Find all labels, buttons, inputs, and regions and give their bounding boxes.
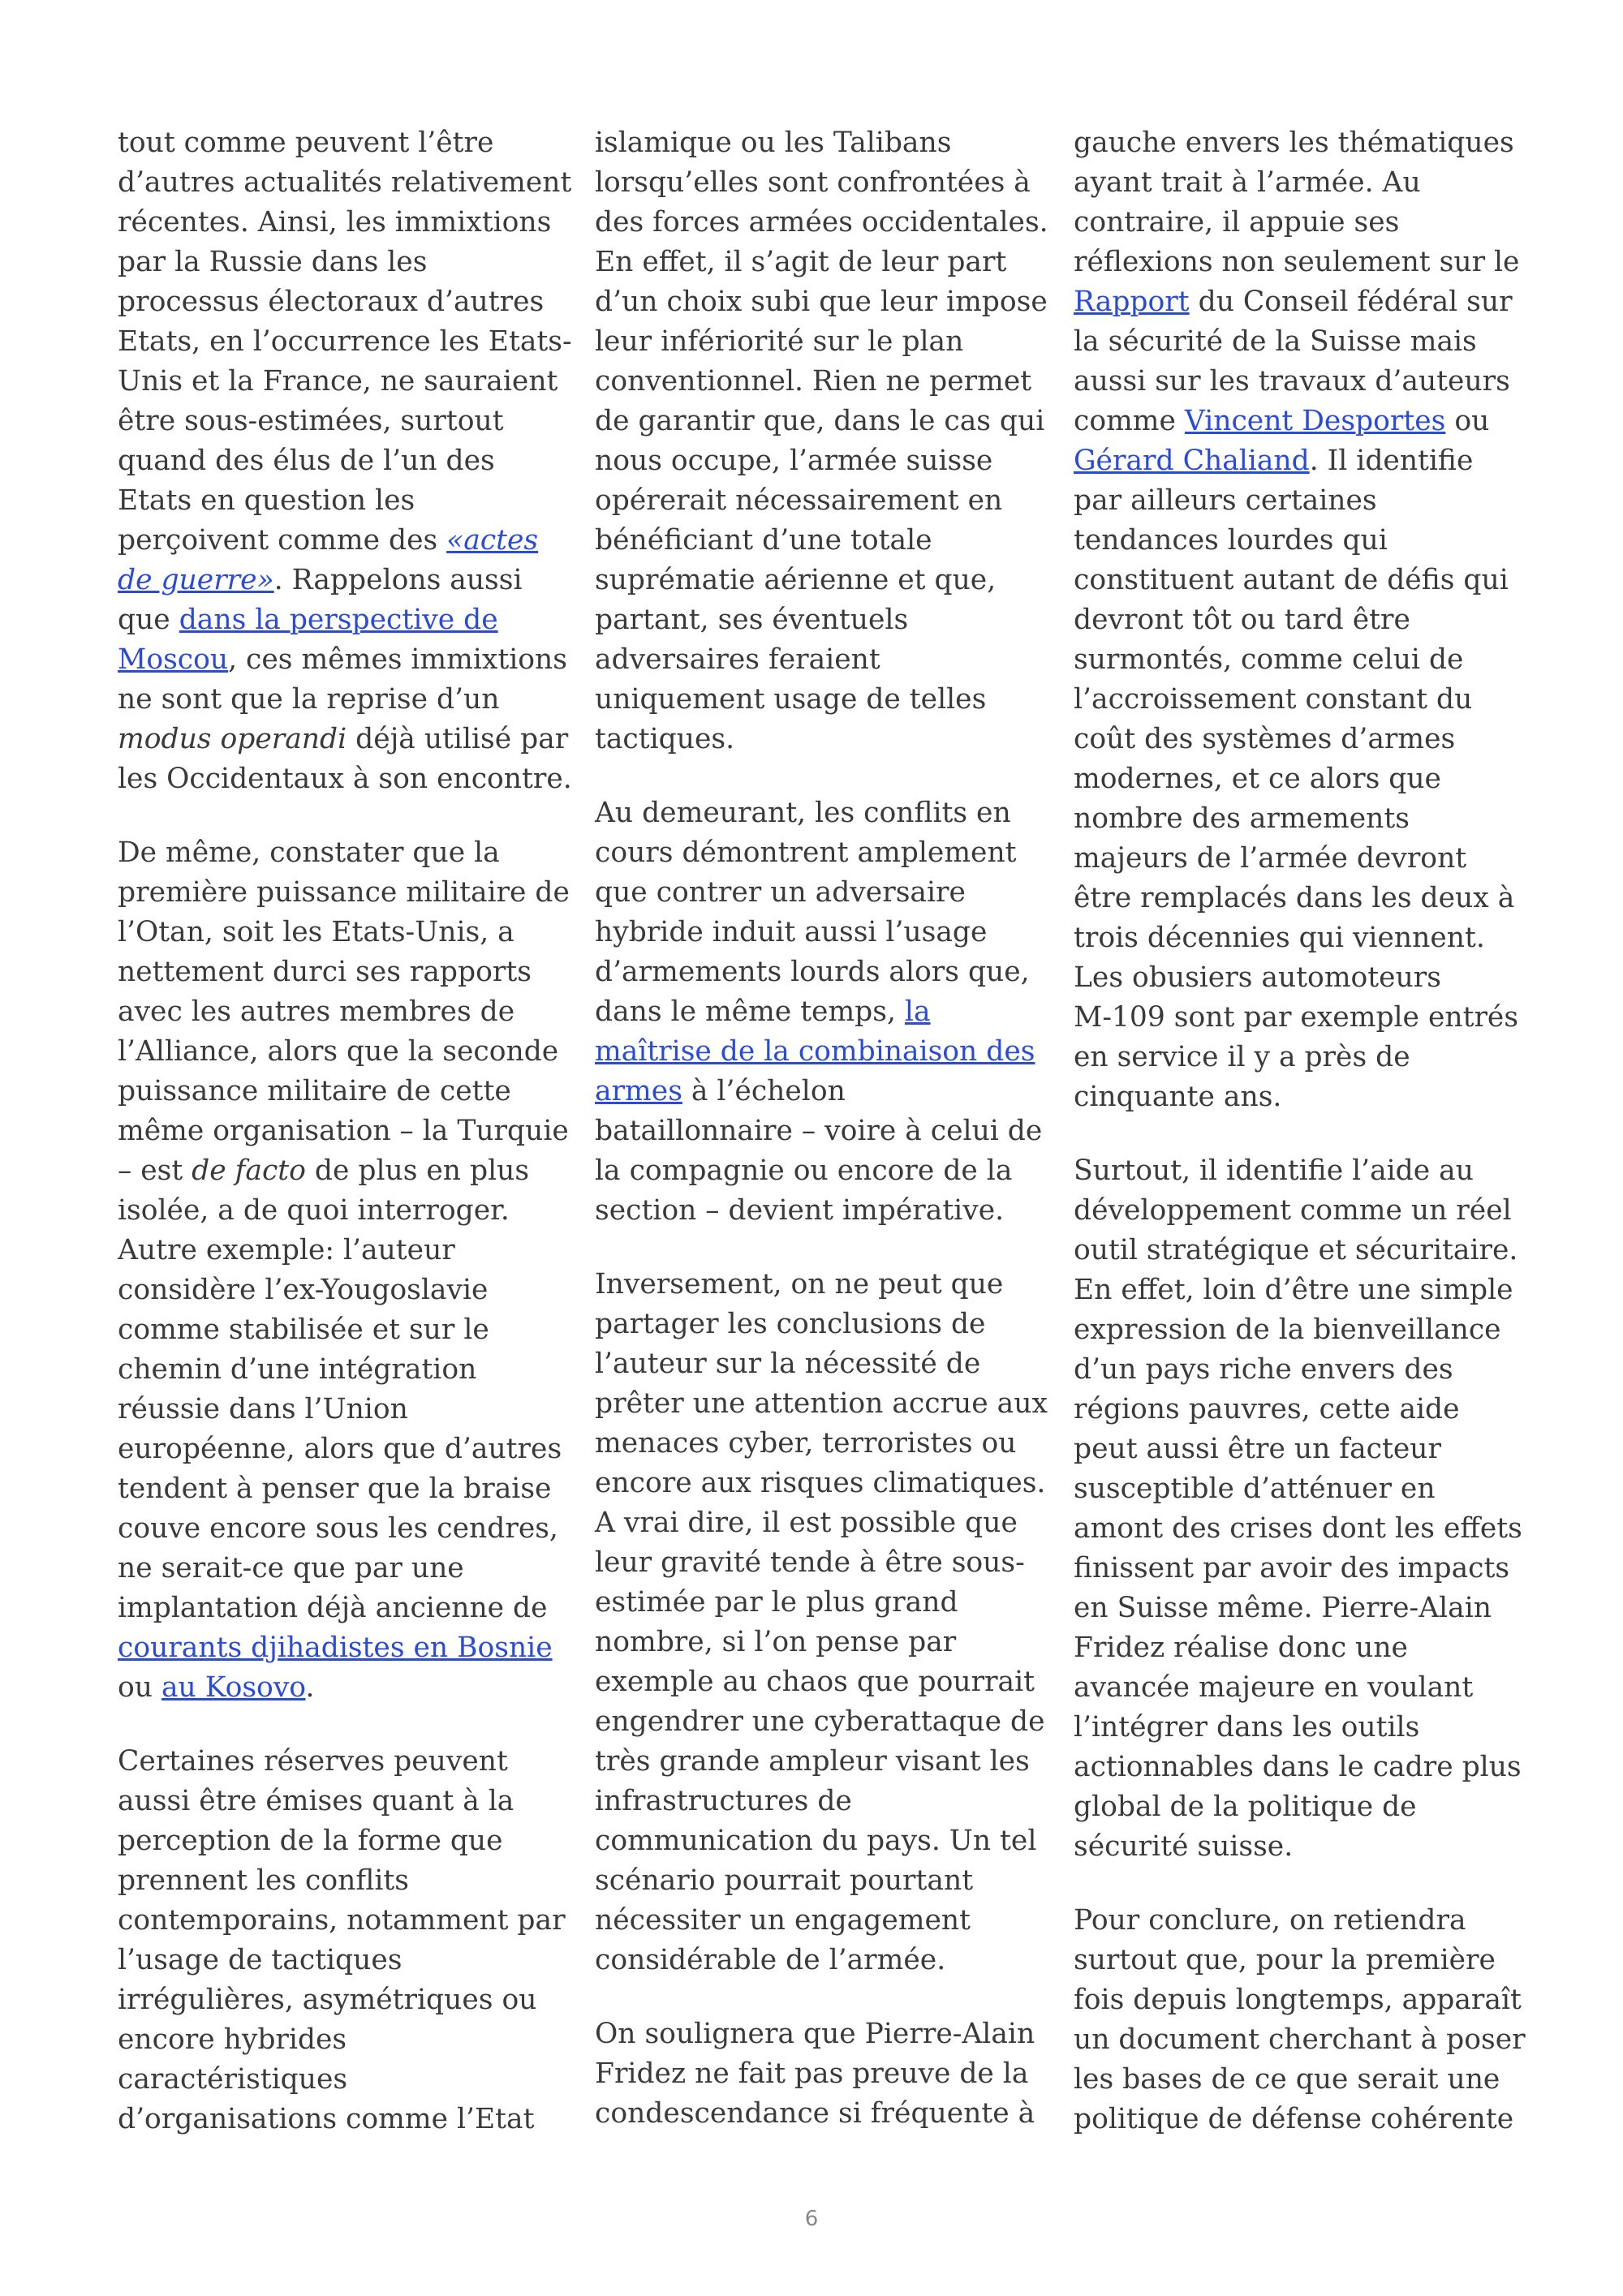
text-line: Etats en question les (118, 484, 415, 517)
text-line: finissent par avoir des impacts (1074, 1552, 1510, 1584)
text-line: considère l’ex-Yougoslavie (118, 1274, 489, 1306)
text-line: par ailleurs certaines (1074, 484, 1377, 517)
text-line: prêter une attention accrue aux (595, 1387, 1048, 1420)
text-line: cours démontrent amplement (595, 836, 1017, 869)
text-line: tendances lourdes qui (1074, 524, 1388, 557)
text-line: caractéristiques (118, 2063, 348, 2096)
text-line: récentes. Ainsi, les immixtions (118, 206, 552, 239)
text-line: encore aux risques climatiques. (595, 1467, 1046, 1499)
text-line: très grande ampleur visant les (595, 1745, 1030, 1778)
text-line: majeurs de l’armée devront (1074, 842, 1467, 875)
page-number: 6 (804, 2207, 819, 2231)
text-line: comme stabilisée et sur le (118, 1314, 489, 1346)
text-line: Etats, en l’occurrence les Etats- (118, 325, 572, 358)
text-line: susceptible d’atténuer en (1074, 1473, 1436, 1505)
text-segment: . (305, 1671, 315, 1704)
text-line: processus électoraux d’autres (118, 286, 545, 318)
text-line: nombre, si l’on pense par (595, 1626, 957, 1658)
text-line: engendrer une cyberattaque de (595, 1705, 1045, 1738)
text-line: leur infériorité sur le plan (595, 325, 964, 358)
paragraph (118, 123, 572, 799)
text-line: d’armements lourds alors que, (595, 956, 1030, 988)
text-line: les Occidentaux à son encontre. (118, 763, 572, 795)
text-line: M-109 sont par exemple entrés (1074, 1001, 1519, 1034)
text-segment: déjà utilisé par (347, 723, 569, 755)
text-line (118, 600, 564, 640)
text-line (118, 1668, 564, 1708)
text-line: surtout que, pour la première (1074, 1944, 1496, 1976)
text-line: perception de la forme que (118, 1825, 503, 1857)
text-line: partant, ses éventuels (595, 604, 909, 636)
paragraph (1074, 1151, 1520, 1867)
text-line: fois depuis longtemps, apparaît (1074, 1984, 1522, 2016)
text-line: implantation déjà ancienne de (118, 1592, 548, 1624)
text-line: Surtout, il identifie l’aide au (1074, 1154, 1474, 1187)
link-maitrise-combinaison-armes-cont[interactable]: maîtrise de la combinaison des (595, 1035, 1035, 1068)
text-line: outil stratégique et sécuritaire. (1074, 1234, 1518, 1266)
text-line: contraire, il appuie ses (1074, 206, 1400, 239)
text-line: estimée par le plus grand (595, 1586, 958, 1619)
text-line: un document cherchant à poser (1074, 2023, 1526, 2056)
paragraph (1074, 123, 1520, 1117)
text-segment: ou (118, 1671, 161, 1704)
text-line: en service il y a près de (1074, 1041, 1410, 1073)
text-line: isolée, a de quoi interroger. (118, 1194, 510, 1227)
text-line: gauche envers les thématiques (1074, 127, 1514, 159)
text-line: hybride induit aussi l’usage (595, 916, 988, 948)
text-line: infrastructures de (595, 1785, 852, 1817)
text-line: En effet, il s’agit de leur part (595, 246, 1007, 278)
text-line: opérerait nécessairement en (595, 484, 1003, 517)
text-column-3 (1074, 123, 1526, 2173)
text-line (1074, 441, 1520, 481)
text-line: islamique ou les Talibans (595, 127, 952, 159)
link-perspective-moscou-cont[interactable]: Moscou (118, 643, 229, 676)
text-segment: ou (1445, 405, 1490, 437)
text-line: cinquante ans. (1074, 1081, 1282, 1113)
text-line: section – devient impérative. (595, 1194, 1005, 1227)
text-line: puissance militaire de cette (118, 1075, 511, 1107)
text-line (118, 1628, 564, 1668)
text-line: première puissance militaire de (118, 876, 570, 909)
text-line: contemporains, notamment par (118, 1904, 566, 1937)
text-line: l’auteur sur la nécessité de (595, 1348, 981, 1380)
text-line: En effet, loin d’être une simple (1074, 1274, 1513, 1306)
text-line: quand des élus de l’un des (118, 445, 495, 477)
text-line: constituent autant de défis qui (1074, 564, 1509, 596)
text-line: l’Otan, soit les Etats-Unis, a (118, 916, 514, 948)
text-line: expression de la bienveillance (1074, 1314, 1501, 1346)
text-line: trois décennies qui viennent. (1074, 922, 1485, 954)
text-line: nécessiter un engagement (595, 1904, 971, 1937)
text-line: de garantir que, dans le cas qui (595, 405, 1045, 437)
text-line: chemin d’une intégration (118, 1353, 477, 1386)
text-line: que contrer un adversaire (595, 876, 966, 909)
text-line: Au demeurant, les conflits en (595, 797, 1011, 829)
text-line (595, 1072, 1041, 1111)
text-segment: comme (1074, 405, 1185, 437)
text-line (595, 992, 1041, 1032)
paragraph (118, 833, 570, 1708)
text-line: la compagnie ou encore de la (595, 1154, 1013, 1187)
text-segment: que (118, 604, 179, 636)
text-line: d’organisations comme l’Etat (118, 2103, 535, 2135)
link-gerard-chaliand[interactable]: Gérard Chaliand (1074, 445, 1310, 477)
text-line: communication du pays. Un tel (595, 1825, 1037, 1857)
text-line: la sécurité de la Suisse mais (1074, 325, 1477, 358)
text-line: amont des crises dont les effets (1074, 1512, 1522, 1545)
text-line (118, 521, 564, 561)
text-line: réflexions non seulement sur le (1074, 246, 1520, 278)
text-line: lorsqu’elles sont confrontées à (595, 166, 1031, 199)
text-line: bataillonnaire – voire à celui de (595, 1115, 1043, 1147)
link-perspective-moscou[interactable]: dans la perspective de (179, 604, 498, 636)
text-segment: perçoivent comme des (118, 524, 447, 557)
text-line: surmontés, comme celui de (1074, 643, 1464, 676)
link-maitrise-combinaison-armes[interactable]: la (904, 995, 931, 1028)
text-line: ne serait-ce que par une (118, 1552, 464, 1584)
text-line: tout comme peuvent l’être (118, 127, 494, 159)
paragraph (595, 793, 1041, 1231)
text-line: Autre exemple: l’auteur (118, 1234, 455, 1266)
text-segment: de plus en plus (305, 1154, 530, 1187)
text-line (118, 640, 567, 680)
text-line (118, 720, 569, 759)
text-line: tactiques. (595, 723, 735, 755)
paragraph (595, 1265, 1048, 1980)
text-line: politique de défense cohérente (1074, 2103, 1514, 2135)
text-line: Certaines réserves peuvent (118, 1745, 508, 1778)
text-line: aussi être émises quant à la (118, 1785, 514, 1817)
text-column-2 (595, 123, 1048, 2168)
text-line: actionnables dans le cadre plus (1074, 1751, 1522, 1783)
text-line: uniquement usage de telles (595, 683, 987, 716)
text-line: développement comme un réel (1074, 1194, 1512, 1227)
text-line (1074, 402, 1520, 441)
text-line: l’Alliance, alors que la seconde (118, 1035, 559, 1068)
text-line: partager les conclusions de (595, 1308, 986, 1340)
text-line: condescendance si fréquente à (595, 2097, 1035, 2130)
text-line: Pour conclure, on retiendra (1074, 1904, 1466, 1937)
text-line: même organisation – la Turquie (118, 1115, 569, 1147)
text-line: exemple au chaos que pourrait (595, 1666, 1035, 1698)
text-line: suprématie aérienne et que, (595, 564, 997, 596)
text-line: devront tôt ou tard être (1074, 604, 1410, 636)
text-line: nous occupe, l’armée suisse (595, 445, 993, 477)
text-line: prennent les conflits (118, 1864, 409, 1897)
text-line: l’accroissement constant du (1074, 683, 1473, 716)
text-line: les bases de ce que serait une (1074, 2063, 1500, 2096)
text-line: aussi sur les travaux d’auteurs (1074, 365, 1510, 398)
link-actes-de-guerre[interactable]: «actes (446, 524, 539, 557)
text-line: en Suisse même. Pierre-Alain (1074, 1592, 1492, 1624)
text-line: régions pauvres, cette aide (1074, 1393, 1460, 1425)
text-line: considérable de l’armée. (595, 1944, 946, 1976)
link-actes-de-guerre-cont[interactable]: de guerre» (118, 564, 274, 596)
text-line: global de la politique de (1074, 1791, 1417, 1823)
text-line: être sous-estimées, surtout (118, 405, 504, 437)
text-line (118, 1151, 564, 1191)
text-line (595, 1032, 1041, 1072)
text-line: Unis et la France, ne sauraient (118, 365, 558, 398)
text-line: d’un choix subi que leur impose (595, 286, 1048, 318)
text-line (118, 561, 564, 600)
link-courants-djihadistes-bosnie[interactable]: courants djihadistes en Bosnie (118, 1632, 553, 1664)
link-au-kosovo[interactable]: au Kosovo (161, 1671, 306, 1704)
text-line: d’un pays riche envers des (1074, 1353, 1453, 1386)
text-line: peut aussi être un facteur (1074, 1433, 1441, 1465)
paragraph (595, 123, 1048, 759)
text-segment: – est (118, 1154, 192, 1187)
text-line: On soulignera que Pierre-Alain (595, 2018, 1035, 2050)
text-line: avec les autres membres de (118, 995, 515, 1028)
text-line: nettement durci ses rapports (118, 956, 532, 988)
text-line: sécurité suisse. (1074, 1830, 1294, 1863)
text-line: ayant trait à l’armée. Au (1074, 166, 1421, 199)
text-line: irrégulières, asymétriques ou (118, 1984, 537, 2016)
text-line: tendent à penser que la braise (118, 1473, 552, 1505)
text-line: coût des systèmes d’armes (1074, 723, 1456, 755)
text-line: l’intégrer dans les outils (1074, 1711, 1420, 1743)
link-maitrise-combinaison-armes-end[interactable]: armes (595, 1075, 682, 1107)
text-line: par la Russie dans les (118, 246, 428, 278)
text-line: réussie dans l’Union (118, 1393, 408, 1425)
text-line: d’autres actualités relativement (118, 166, 572, 199)
text-line: des forces armées occidentales. (595, 206, 1048, 239)
text-line: avancée majeure en voulant (1074, 1671, 1474, 1704)
text-line: adversaires feraient (595, 643, 880, 676)
text-line: Inversement, on ne peut que (595, 1268, 1004, 1301)
text-line: bénéficiant d’une totale (595, 524, 932, 557)
italic-text: de facto (192, 1154, 306, 1187)
link-rapport[interactable]: Rapport (1074, 286, 1190, 318)
text-segment: . Rappelons aussi (273, 564, 523, 596)
text-line: couve encore sous les cendres, (118, 1512, 558, 1545)
text-line: A vrai dire, il est possible que (595, 1507, 1018, 1539)
text-line: scénario pourrait pourtant (595, 1864, 974, 1897)
text-line: leur gravité tende à être sous- (595, 1546, 1025, 1579)
text-line: encore hybrides (118, 2023, 347, 2056)
text-line: nombre des armements (1074, 802, 1410, 835)
text-segment: à l’échelon (682, 1075, 846, 1107)
text-segment: , ces mêmes immixtions (228, 643, 567, 676)
text-column-1 (118, 123, 572, 2173)
italic-text: modus operandi (118, 723, 347, 755)
text-line: Fridez ne fait pas preuve de la (595, 2057, 1029, 2090)
text-line: être remplacés dans les deux à (1074, 882, 1515, 914)
link-vincent-desportes[interactable]: Vincent Desportes (1184, 405, 1446, 437)
paragraph (595, 2014, 1041, 2134)
text-line: conventionnel. Rien ne permet (595, 365, 1032, 398)
text-line: modernes, et ce alors que (1074, 763, 1441, 795)
text-line: menaces cyber, terroristes ou (595, 1427, 1017, 1460)
text-line (1074, 282, 1520, 322)
text-line: De même, constater que la (118, 836, 500, 869)
text-segment: dans le même temps, (595, 995, 905, 1028)
paragraph (1074, 1901, 1526, 2139)
text-line: européenne, alors que d’autres (118, 1433, 562, 1465)
text-line: Fridez réalise donc une (1074, 1632, 1408, 1664)
text-line: l’usage de tactiques (118, 1944, 403, 1976)
text-segment: . Il identifie (1309, 445, 1474, 477)
paragraph (118, 1742, 564, 2139)
text-line: Les obusiers automoteurs (1074, 961, 1441, 994)
text-line: ne sont que la reprise d’un (118, 683, 500, 716)
text-segment: du Conseil fédéral sur (1189, 286, 1513, 318)
